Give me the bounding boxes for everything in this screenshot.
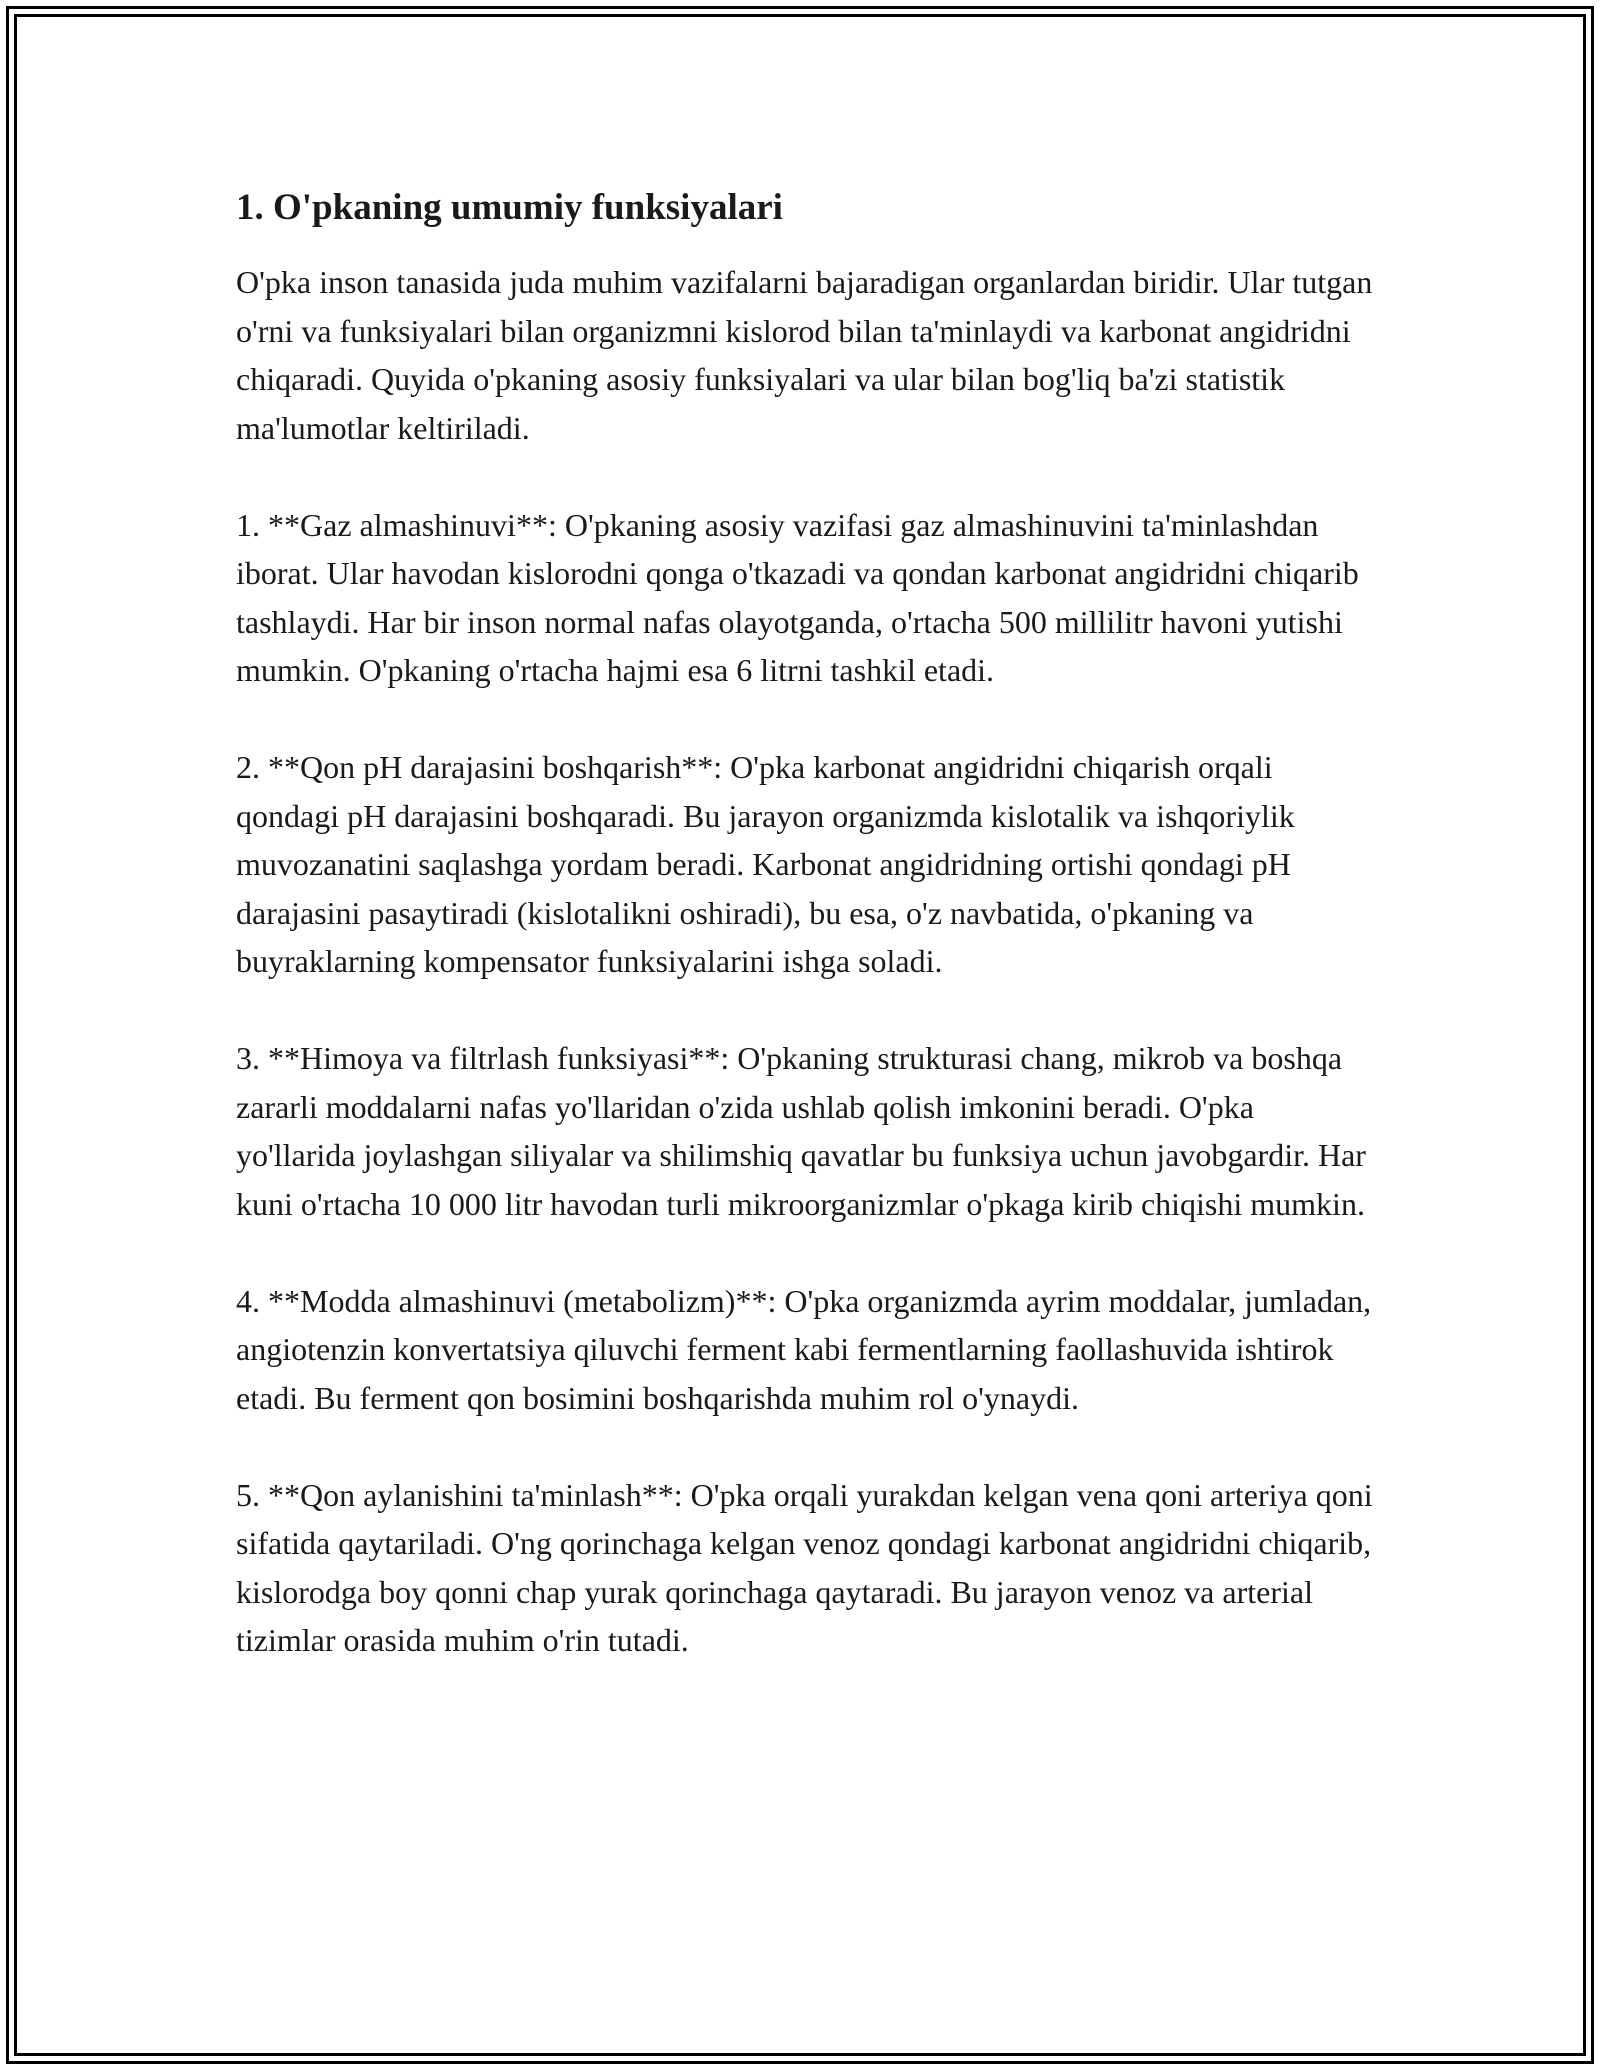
document-body	[236, 186, 1376, 1713]
paragraph-metabolism: 4. **Modda almashinuvi (metabolizm)**: O'pka organizmda ayrim moddalar, jumladan, angiotenzin konvertatsiya qiluvchi ferment kabi fermentlarning faollashuvida ishtirok etadi. Bu ferment qon bosimini boshqarishda muhim rol o'ynaydi.	[236, 1282, 1372, 1416]
section-heading: 1. O'pkaning umumiy funksiyalari	[236, 187, 783, 228]
paragraph-gas-exchange: 1. **Gaz almashinuvi**: O'pkaning asosiy vazifasi gaz almashinuvini ta'minlashdan iborat. Ular havodan kislorodni qonga o'tkazadi va qondan karbonat angidridni chiqarib tashlaydi. Har bir inson normal nafas olayotganda, o'rtacha 500 millilitr havoni yutishi mumkin. O'pkaning o'rtacha hajmi esa 6 litrni tashkil etadi.	[236, 506, 1359, 689]
paragraph-protection-filtering: 3. **Himoya va filtrlash funksiyasi**: O'pkaning strukturasi chang, mikrob va boshqa zararli moddalarni nafas yo'llaridan o'zida ushlab qolish imkonini beradi. O'pka yo'llarida joylashgan siliyalar va shilimshiq qavatlar bu funksiya uchun javobgardir. Har kuni o'rtacha 10 000 litr havodan turli mikroorganizmlar o'pkaga kirib chiqishi mumkin.	[236, 1040, 1366, 1222]
paragraph-ph-regulation: 2. **Qon pH darajasini boshqarish**: O'pka karbonat angidridni chiqarish orqali qondagi pH darajasini boshqaradi. Bu jarayon organizmda kislotalik va ishqoriylik muvozanatini saqlashga yordam beradi. Karbonat angidridning ortishi qondagi pH darajasini pasaytiradi (kislotalikni oshiradi), bu esa, o'z navbatida, o'pkaning va buyraklarning kompensator funksiyalarini ishga soladi.	[236, 749, 1295, 980]
intro-paragraph: O'pka inson tanasida juda muhim vazifalarni bajaradigan organlardan biridir. Ular tutgan o'rni va funksiyalari bilan organizmni kislorod bilan ta'minlaydi va karbonat angidridni chiqaradi. Quyida o'pkaning asosiy funksiyalari va ular bilan bog'liq ba'zi statistik ma'lumotlar keltiriladi.	[236, 264, 1373, 446]
paragraph-circulation: 5. **Qon aylanishini ta'minlash**: O'pka orqali yurakdan kelgan vena qoni arteriya qoni sifatida qaytariladi. O'ng qorinchaga kelgan venoz qondagi karbonat angidridni chiqarib, kislorodga boy qonni chap yurak qorinchaga qaytaradi. Bu jarayon venoz va arterial tizimlar orasida muhim o'rin tutadi.	[236, 1476, 1373, 1659]
